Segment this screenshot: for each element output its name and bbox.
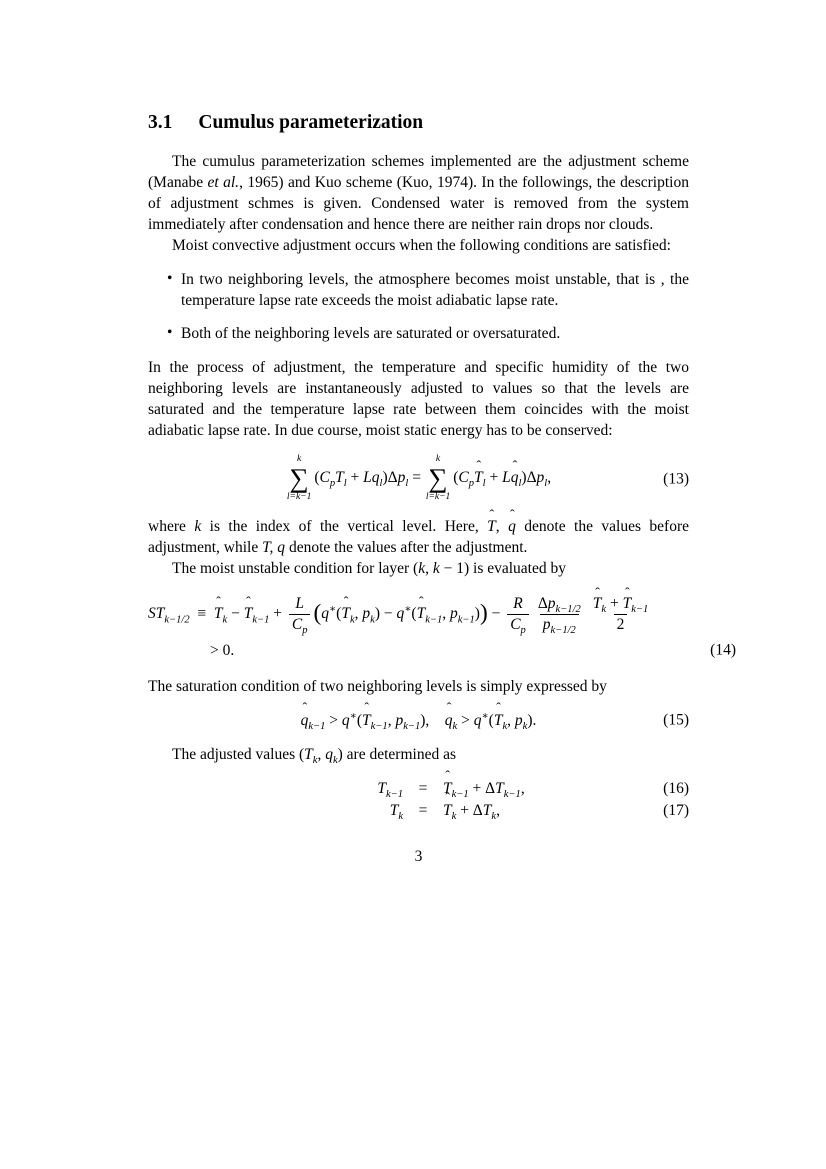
equation-16-17-block — [148, 778, 689, 822]
paragraph-intro: The cumulus parameterization schemes implemented are the adjustment scheme (Manabe et al., 1965) and Kuo scheme (Kuo, 1974). In the followings, the description of adjustment schmes is given. Condensed water is removed from the system immediately after condensation and hence there are neither rain drops nor clouds. — [148, 153, 689, 234]
paragraph-adjusted-values-lead: The adjusted values ($T_k$, $q_k$) are determined as — [172, 745, 456, 766]
equation-14-line2-body: > 0. — [210, 641, 235, 659]
equation-14-line1: $ST_{k-1/2}$ ≡ T ˆ$_k$ − T ˆ$_{k-1}$ + $\frac{L}{C_p}$ (q∗(T ˆ$_k$, $p_k) - q^∗(T$ ˆ$_{k-1}$, $p_{k-1}$)) − $\frac{R}{C_p}$ $\frac{\Delta p_{k-1/2}}{p_{k-1/2}}$ $\frac{T ˆ_k + T ˆ_{k-1}}{2}$ — [148, 594, 689, 635]
equation-17-lhs: $T_k$ — [389, 801, 403, 822]
equation-16-rel: = — [418, 779, 428, 797]
section-number: 3.1 — [148, 112, 173, 133]
list-item-text: In two neighboring levels, the atmosphere becomes moist unstable, that is , the temperature lapse rate exceeds the moist adiabatic lapse rate. — [181, 271, 689, 310]
list-item-text: Both of the neighboring levels are saturated or oversaturated. — [181, 325, 561, 343]
equation-17-rhs: T ˆ$_k$ + $\Delta T_k$, — [443, 800, 689, 822]
equation-15-body: q ˆ$_{k-1}$ > q∗(T ˆ$_{k-1}$, $p_{k-1}$), q ˆ$_k$ > q∗(T ˆ$_k$, $p_k$). — [301, 712, 537, 729]
equation-17-rel: = — [418, 801, 428, 819]
equation-15-number: (15) — [663, 711, 689, 729]
paragraph-unstable-condition-lead: The moist unstable condition for layer (k, k − 1) is evaluated by — [172, 560, 566, 578]
equation-13 — [148, 454, 689, 503]
equation-13-body: k ∑ l=k−1 $(C_pT_l + Lq_l)\Delta p_l$ = k ∑ l=k−1 ($C_pT$ ˆ$_l$ + Lq $ˆ_l)\Delta p_l$, — [286, 469, 551, 486]
equation-13-number: (13) — [663, 470, 689, 488]
paragraph-adjustment-process: In the process of adjustment, the temperature and specific humidity of the two neighboring levels are instantaneously adjusted to values so that the levels are saturated and the temperature lapse rate between them coincides with the moist adiabatic lapse rate. In due course, moist static energy has to be conserved: — [148, 359, 689, 440]
equation-17-number: (17) — [663, 801, 689, 819]
page-number: 3 — [414, 847, 423, 865]
equation-17 — [148, 800, 689, 822]
page-content — [148, 112, 736, 867]
equation-15 — [148, 710, 689, 731]
equation-14-line2 — [148, 640, 736, 661]
paragraph-notation: where k is the index of the vertical level. Here, T ˆ, q ˆ denote the values before adjustment, while T, q denote the values after the adjustment. — [148, 516, 689, 558]
section-title: Cumulus parameterization — [198, 112, 424, 133]
paragraph-conditions-lead: Moist convective adjustment occurs when the following conditions are satisfied: — [172, 237, 671, 255]
equation-14 — [148, 594, 736, 660]
bullet-icon: • — [167, 324, 173, 342]
list-item-moist-unstable — [148, 269, 689, 311]
equation-16-number: (16) — [663, 779, 689, 797]
section-heading — [148, 112, 689, 133]
equation-16-lhs: $T_{k-1}$ — [377, 779, 403, 800]
paragraph-saturation-lead: The saturation condition of two neighboring levels is simply expressed by — [148, 677, 607, 695]
equation-16 — [148, 778, 689, 800]
equation-16-rhs: T ˆ$_{k-1}$ + $\Delta T_{k-1}$, — [443, 778, 689, 800]
conditions-list — [148, 269, 689, 344]
equation-14-number: (14) — [710, 641, 736, 659]
bullet-icon: • — [167, 270, 173, 288]
list-item-saturated — [148, 323, 689, 344]
